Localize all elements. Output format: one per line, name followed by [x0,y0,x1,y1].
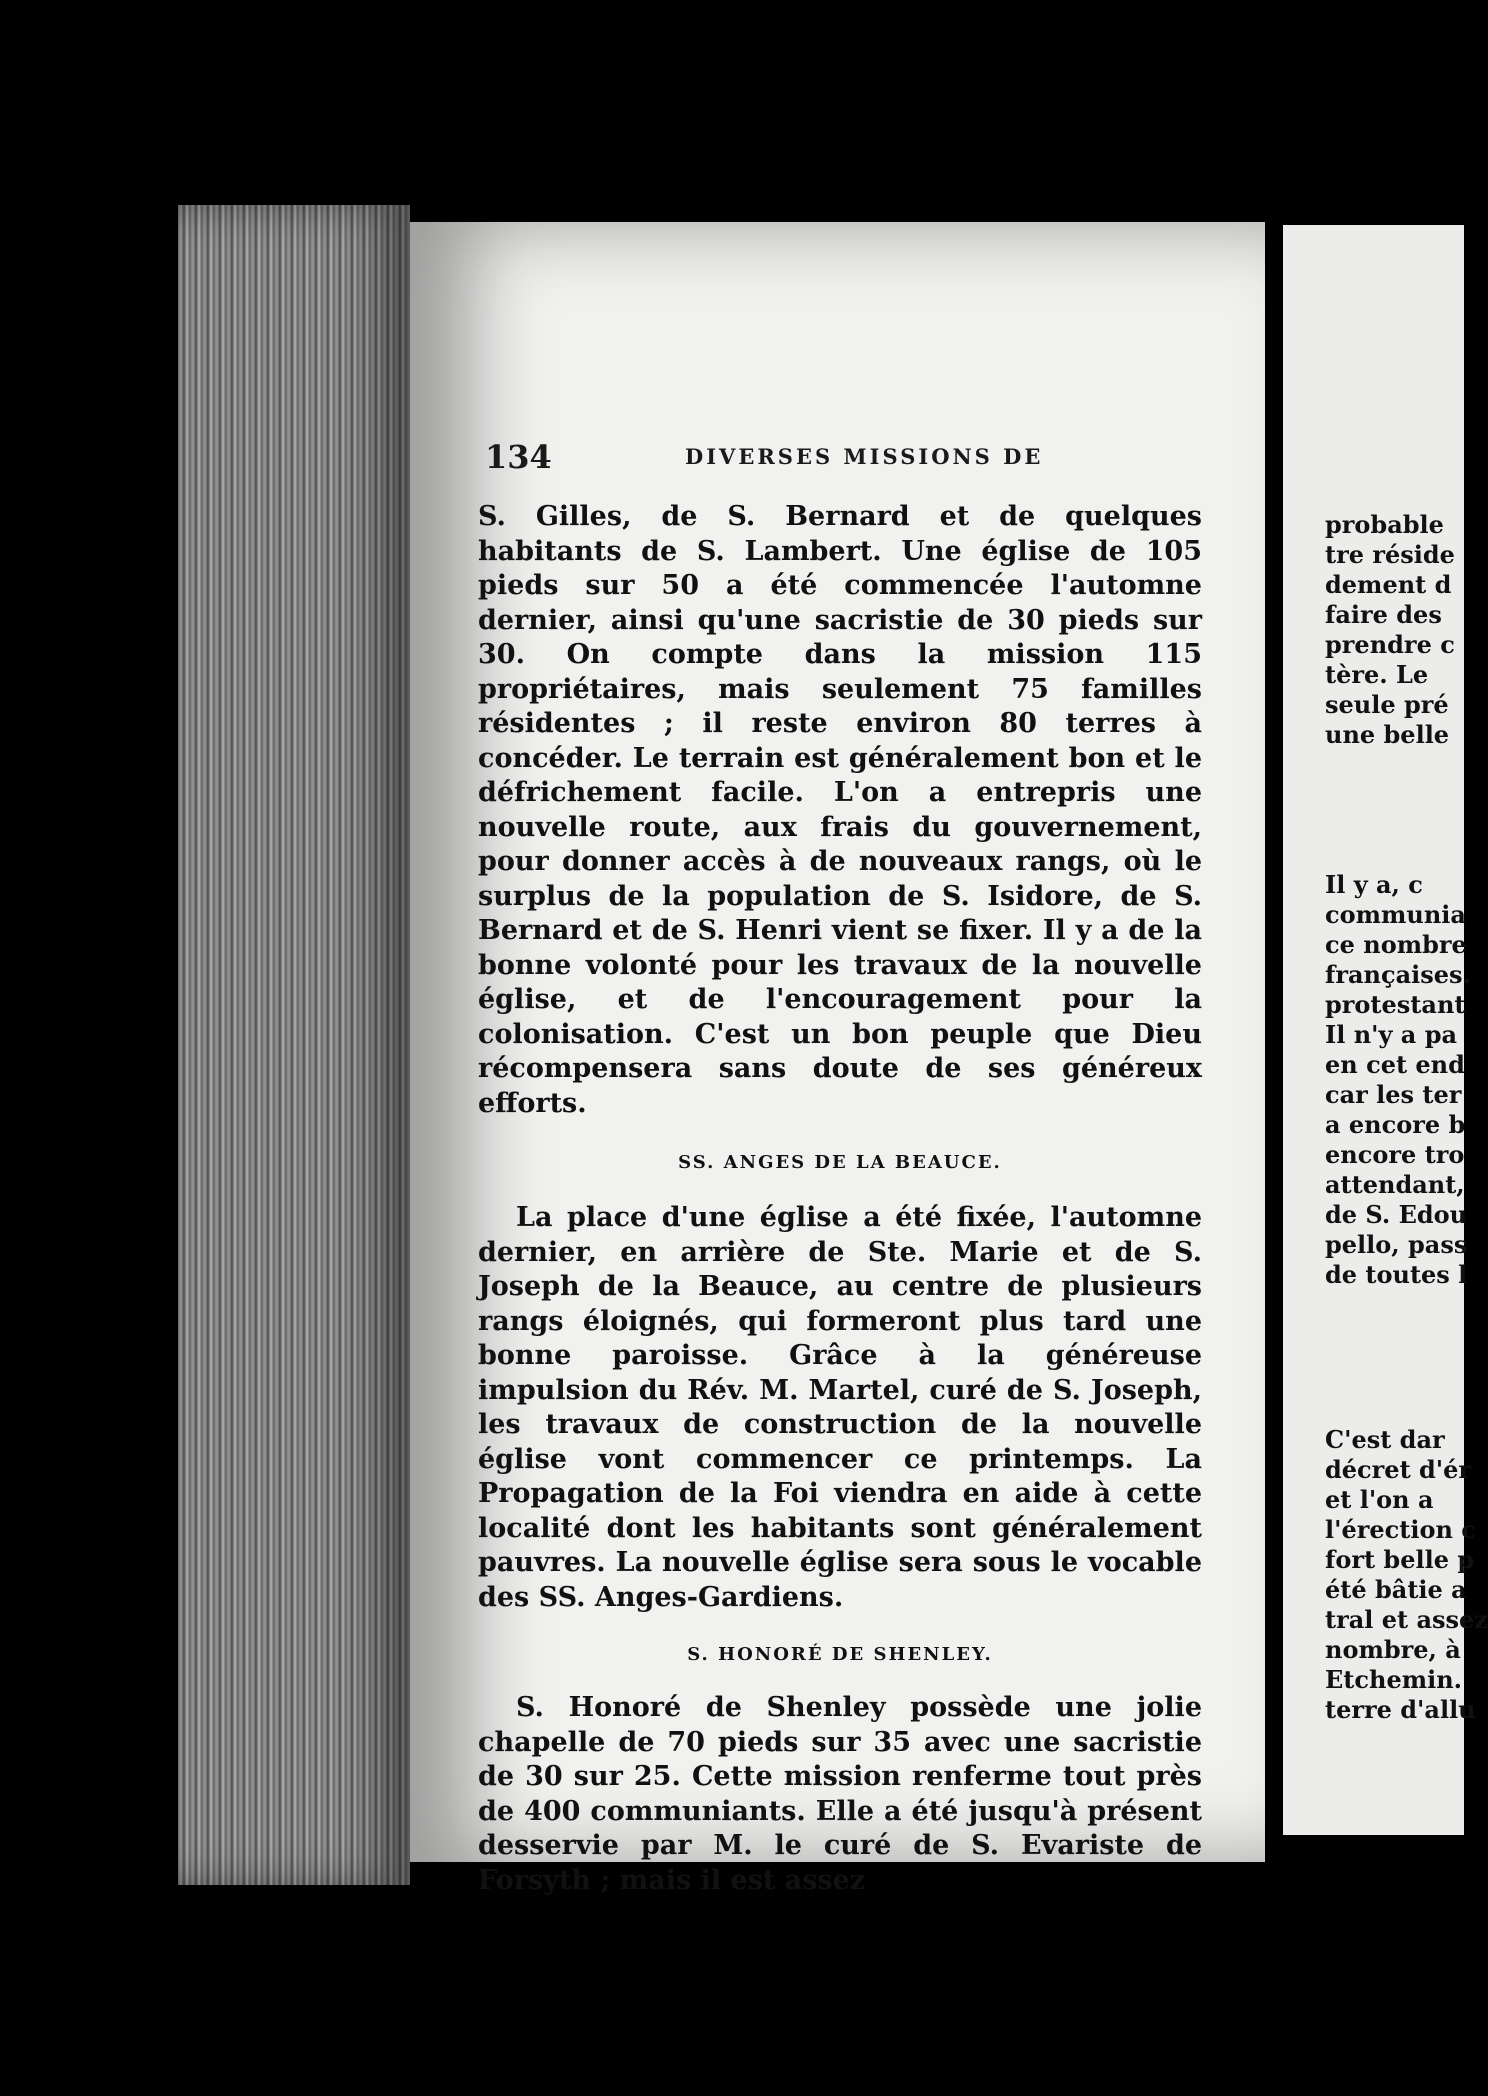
right-line: en cet end [1325,1050,1465,1079]
right-line: tre réside [1325,540,1455,569]
right-line: été bâtie a [1325,1575,1467,1604]
right-line: pello, pass [1325,1230,1468,1259]
right-line: terre d'allu [1325,1695,1476,1724]
right-line: a encore b [1325,1110,1466,1139]
right-line: ce nombre [1325,930,1467,959]
right-line: tère. Le [1325,660,1429,689]
right-line: Il y a, c [1325,870,1423,899]
right-line: de S. Edou [1325,1200,1468,1229]
right-line: dement d [1325,570,1452,599]
right-line: fort belle p [1325,1545,1475,1574]
paragraph-saint-gilles: S. Gilles, de S. Bernard et de quelques habitants de S. Lambert. Une église de 105 pieds sur 50 a été commencée l'automne dernier, ainsi qu'une sacristie de 30 pieds sur 30. On compte dans la mission 115 propriétaires, mais seulement 75 familles résidentes ; il reste environ 80 terres à concéder. Le terrain est généralement bon et le défrichement facile. L'on a entrepris une nouvelle route, aux frais du gouvernement, pour donner accès à de nouveaux rangs, où le surplus de la population de S. Isidore, de S. Bernard et de S. Henri vient se fixer. Il y a de la bonne volonté pour les travaux de la nouvelle église, et de l'encouragement pour la colonisation. C'est un bon peuple que Dieu récompensera sans doute de ses généreux efforts. [478,501,1202,1119]
right-line: nombre, à [1325,1635,1461,1664]
heading-s-honore: S. HONORÉ DE SHENLEY. [687,1644,993,1665]
right-line: Il n'y a pa [1325,1020,1458,1049]
right-line: probable [1325,510,1444,539]
paragraph-s-honore: S. Honoré de Shenley possède une jolie chapelle de 70 pieds sur 35 avec une sacristie de 30 sur 25. Cette mission renferme tout près de 400 communiants. Elle a été jusqu'à présent desservie par M. le curé de S. Evariste de Forsyth ; mais il est assez [478,1692,1202,1896]
right-line: françaises. [1325,960,1471,989]
right-line: tral et assez [1325,1605,1488,1634]
running-title: DIVERSES MISSIONS DE [685,444,1044,469]
right-line: protestant [1325,990,1466,1019]
right-line: car les ter [1325,1080,1462,1109]
right-line: encore tro [1325,1140,1465,1169]
right-line: une belle [1325,720,1450,749]
left-page-text [478,500,1202,1898]
right-line: Etchemin. [1325,1665,1463,1694]
right-line: l'érection c [1325,1515,1476,1544]
right-line: décret d'ér [1325,1455,1472,1484]
page-header [485,438,1225,478]
page-number: 134 [485,438,552,476]
right-line: prendre c [1325,630,1455,659]
right-line: seule pré [1325,690,1449,719]
paragraph-ss-anges: La place d'une église a été fixée, l'automne dernier, en arrière de Ste. Marie et de S. Joseph de la Beauce, au centre de plusieurs rangs éloignés, qui formeront plus tard une bonne paroisse. Grâce à la généreuse impulsion du Rév. M. Martel, curé de S. Joseph, les travaux de construction de la nouvelle église vont commencer ce printemps. La Propagation de la Foi viendra en aide à cette localité dont les habitants sont généralement pauvres. La nouvelle église sera sous le vocable des SS. Anges-Gardiens. [478,1202,1202,1613]
right-line: C'est dar [1325,1425,1445,1454]
right-line: attendant, [1325,1170,1465,1199]
right-line: et l'on a [1325,1485,1434,1514]
heading-ss-anges: SS. ANGES DE LA BEAUCE. [678,1152,1002,1173]
book-page-edges [178,205,410,1885]
right-line: faire des [1325,600,1442,629]
right-line: de toutes l [1325,1260,1468,1289]
right-line: communia [1325,900,1466,929]
